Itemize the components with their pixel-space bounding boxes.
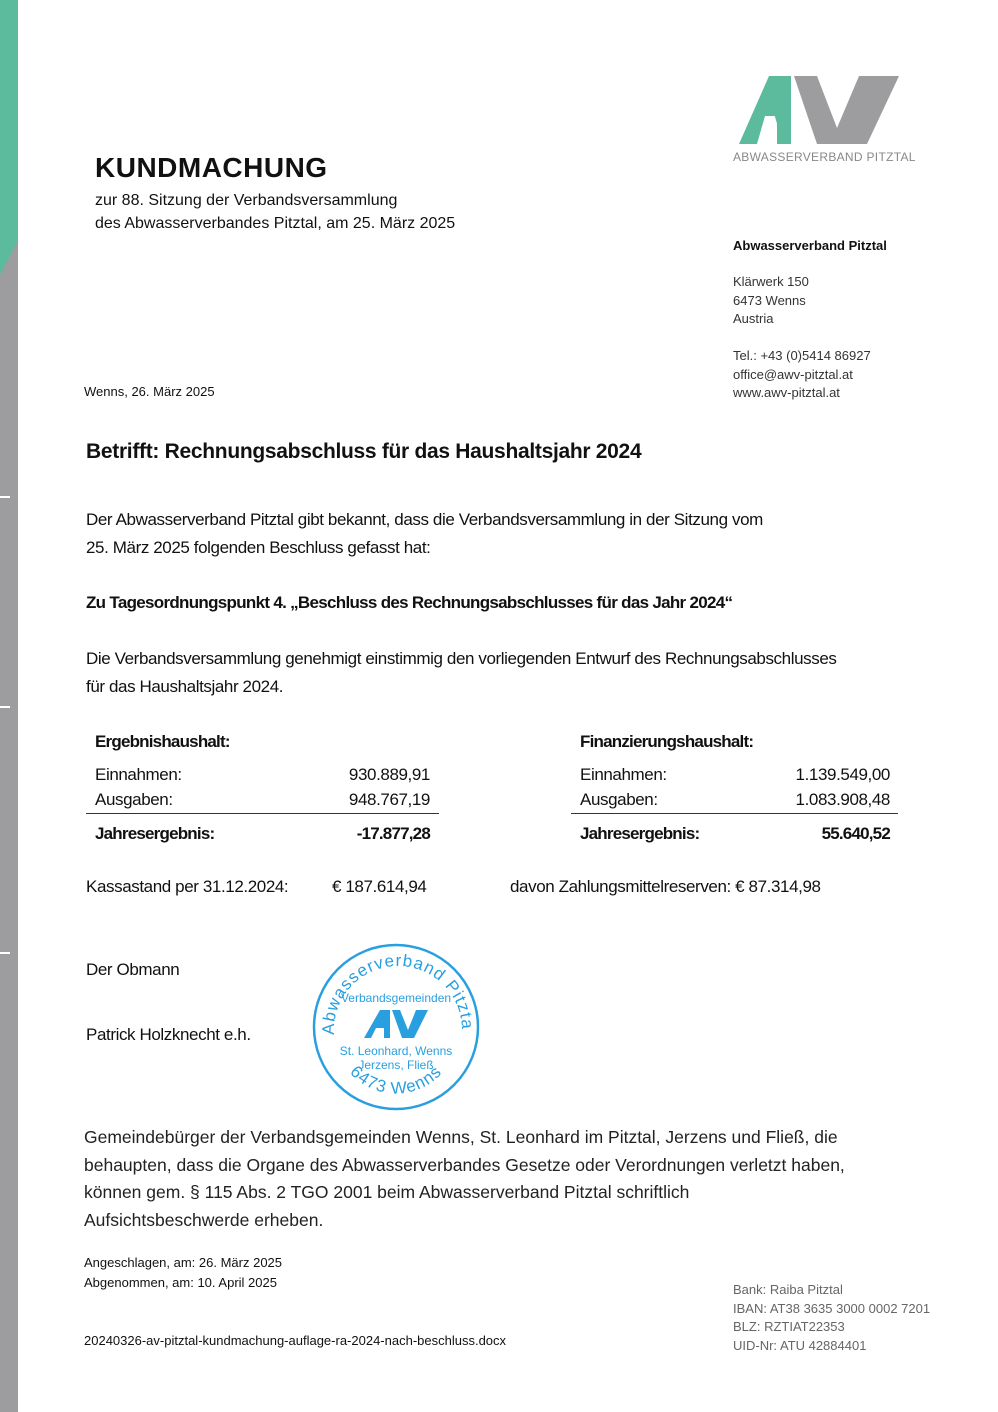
logo-text: ABWASSERVERBAND PITZTAL	[733, 150, 916, 164]
row-value: 1.083.908,48	[795, 790, 890, 809]
table-heading: Finanzierungshaushalt:	[580, 732, 754, 751]
row-label: Einnahmen:	[95, 765, 182, 784]
sender-name: Abwasserverband Pitztal	[733, 238, 887, 253]
row-label: Ausgaben:	[95, 790, 173, 809]
file-name: 20240326-av-pitztal-kundmachung-auflage-ra-2024-nach-beschluss.docx	[84, 1333, 507, 1348]
legal-notice	[84, 1124, 845, 1234]
subtitle-line: des Abwasserverbandes Pitztal, am 25. März 2025	[95, 215, 456, 232]
logo	[733, 76, 929, 166]
row-value: 930.889,91	[348, 765, 430, 784]
sender-country: Austria	[733, 311, 774, 326]
cash-label: Kassastand per 31.12.2024:	[86, 877, 289, 896]
bank-blz: BLZ: RZTIAT22353	[733, 1319, 845, 1334]
agenda-item: Zu Tagesordnungspunkt 4. „Beschluss des Rechnungsabschlusses für das Jahr 2024“	[86, 593, 733, 612]
fold-mark	[0, 706, 10, 708]
page-title: KUNDMACHUNG	[95, 152, 328, 183]
result-value: -17.877,28	[356, 824, 430, 843]
posted-date: Angeschlagen, am: 26. März 2025	[84, 1255, 283, 1270]
signature-role: Der Obmann	[86, 960, 180, 979]
row-label: Einnahmen:	[580, 765, 667, 784]
divider	[571, 813, 898, 814]
date-line: Wenns, 26. März 2025	[84, 384, 215, 399]
sender-city: 6473 Wenns	[733, 292, 806, 308]
bank-details	[733, 1281, 930, 1355]
sender-phone: Tel.: +43 (0)5414 86927	[733, 348, 871, 363]
stamp-text: Verbandsgemeinden	[340, 991, 452, 1005]
result-label: Jahresergebnis:	[580, 824, 700, 843]
notice-line: Aufsichtsbeschwerde erheben.	[84, 1209, 324, 1230]
result-value: 55.640,52	[821, 824, 890, 843]
fold-mark	[0, 952, 10, 954]
result-label: Jahresergebnis:	[95, 824, 215, 843]
official-stamp	[312, 942, 480, 1112]
sender-address	[733, 273, 809, 329]
notice-line: können gem. § 115 Abs. 2 TGO 2001 beim Abwasserverband Pitztal schriftlich	[84, 1182, 690, 1202]
notice-line: Gemeindebürger der Verbandsgemeinden Wenns, St. Leonhard im Pitztal, Jerzens und Fließ, die	[84, 1127, 838, 1147]
sender-street: Klärwerk 150	[733, 274, 809, 289]
resolution-line: für das Haushaltsjahr 2024.	[86, 677, 284, 696]
sender-contact	[733, 347, 871, 403]
sender-email[interactable]: office@awv-pitztal.at	[733, 366, 853, 382]
stamp-text: St. Leonhard, Wenns	[339, 1044, 453, 1058]
table-heading: Ergebnishaushalt:	[95, 732, 230, 751]
fold-mark	[0, 496, 10, 498]
stamp-text: Jerzens, Fließ	[358, 1058, 434, 1072]
bank-uid: UID-Nr: ATU 42884401	[733, 1337, 867, 1353]
divider	[86, 813, 439, 814]
bank-iban: IBAN: AT38 3635 3000 0002 7201	[733, 1300, 931, 1316]
cash-reserve: davon Zahlungsmittelreserven: € 87.314,98	[510, 877, 821, 896]
bank-name: Bank: Raiba Pitztal	[733, 1282, 843, 1297]
row-label: Ausgaben:	[580, 790, 658, 809]
cash-value: € 187.614,94	[332, 877, 427, 896]
svg-text:Abwasserverband Pitztal: Abwasserverband Pitzta	[318, 950, 478, 1035]
subject: Betrifft: Rechnungsabschluss für das Haushaltsjahr 2024	[86, 440, 642, 463]
row-value: 1.139.549,00	[795, 765, 890, 784]
row-value: 948.767,19	[348, 790, 430, 809]
signature-name: Patrick Holzknecht e.h.	[86, 1025, 251, 1044]
intro-line: Der Abwasserverband Pitztal gibt bekannt, dass die Verbandsversammlung in der Sitzung vom	[86, 510, 763, 529]
resolution-line: Die Verbandsversammlung genehmigt einstimmig den vorliegenden Entwurf des Rechnungsabschlusses	[86, 649, 837, 668]
notice-line: behaupten, dass die Organe des Abwasserverbandes Gesetze oder Verordnungen verletzt haben,	[84, 1154, 845, 1175]
removed-date: Abgenommen, am: 10. April 2025	[84, 1275, 277, 1290]
svg-text:6473 Wenns: 6473 Wenns	[346, 1061, 446, 1098]
subtitle-line: zur 88. Sitzung der Verbandsversammlung	[95, 192, 398, 209]
sender-website[interactable]: www.awv-pitztal.at	[733, 385, 840, 400]
intro-line: 25. März 2025 folgenden Beschluss gefasst hat:	[86, 538, 431, 557]
